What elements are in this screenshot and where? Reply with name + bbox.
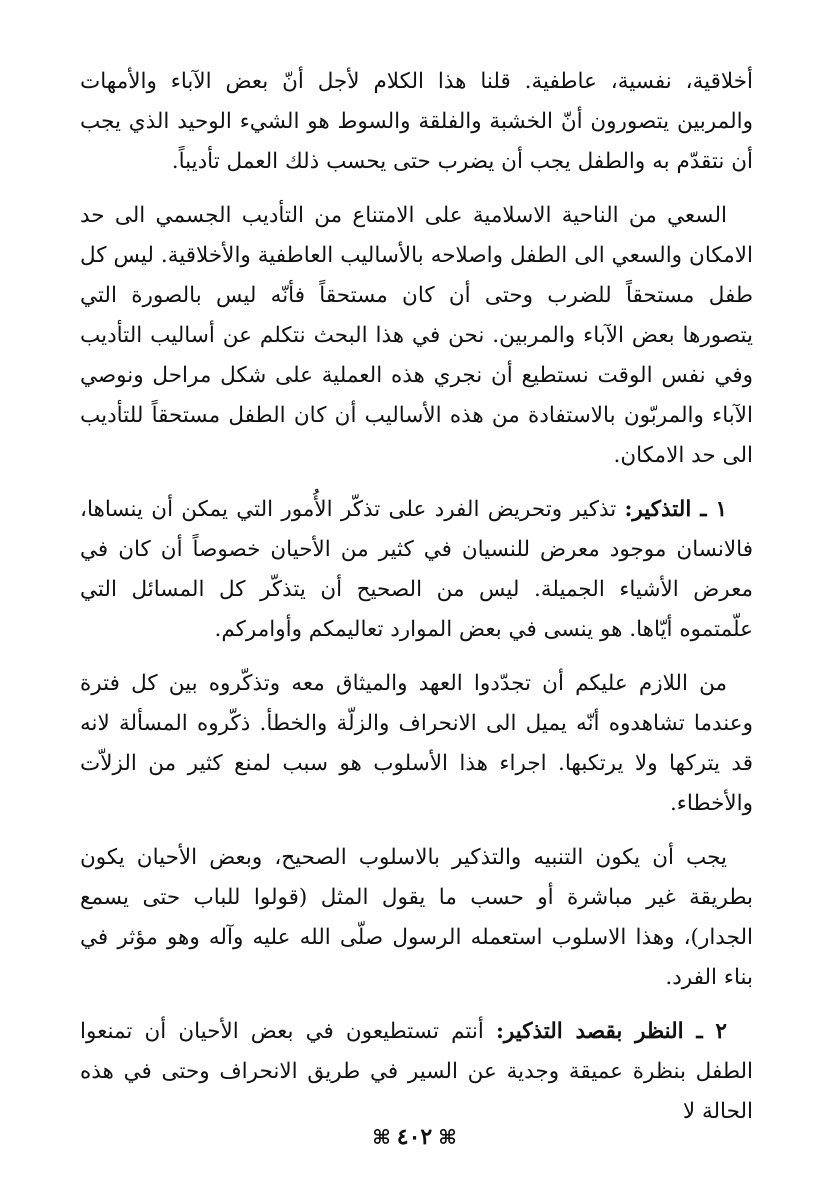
paragraph-3 bbox=[80, 490, 753, 650]
ornament-icon: ⌘ bbox=[438, 1125, 457, 1149]
page-footer bbox=[0, 1124, 829, 1150]
paragraph-4 bbox=[80, 664, 753, 824]
paragraph-5-text: يجب أن يكون التنبيه والتذكير بالاسلوب الصحيح، وبعض الأحيان يكون بطريقة غير مباشرة أو حسب ما يقول المثل (قولوا للباب حتى يسمع الجدار)، وهذا الاسلوب استعمله الرسول صلّى الله عليه وآله وهو مؤثر في بناء الفرد. bbox=[80, 845, 753, 990]
paragraph-6-text: أنتم تستطيعون في بعض الأحيان أن تمنعوا الطفل بنظرة عميقة وجدية عن السير في طريق الانحراف وحتى في هذه الحالة لا bbox=[80, 1019, 753, 1124]
paragraph-2 bbox=[80, 196, 753, 476]
paragraph-1-text: أخلاقية، نفسية، عاطفية. قلنا هذا الكلام لأجل أنّ بعض الآباء والأمهات والمربين يتصورون أنّ الخشبة والفلقة والسوط هو الشيء الوحيد الذي يجب أن نتقدّم به والطفل يجب أن يضرب حتى يحسب ذلك العمل تأديباً. bbox=[80, 69, 753, 174]
section-heading-1: ١ ـ التذكير: bbox=[624, 497, 727, 522]
page-number: ٤٠٢ bbox=[396, 1124, 433, 1150]
section-heading-2: ٢ ـ النظر بقصد التذكير: bbox=[495, 1019, 727, 1044]
paragraph-3-text: تذكير وتحريض الفرد على تذكّر الأُمور التي يمكن أن ينساها، فالانسان موجود معرض للنسيان في كثير من الأحيان خصوصاً أن كان في معرض الأشياء الجميلة. ليس من الصحيح أن يتذكّر كل المسائل التي علّمتموه أيّاها. هو ينسى في بعض الموارد تعاليمكم وأوامركم. bbox=[80, 497, 753, 642]
paragraph-5 bbox=[80, 838, 753, 998]
paragraph-2-text: السعي من الناحية الاسلامية على الامتناع من التأديب الجسمي الى حد الامكان والسعي الى الطفل واصلاحه بالأساليب العاطفية والأخلاقية. ليس كل طفل مستحقاً للضرب وحتى أن كان مستحقاً فأنّه ليس بالصورة التي يتصورها بعض الآباء والمربين. نحن في هذا البحث نتكلم عن أساليب التأديب وفي نفس الوقت نستطيع أن نجري هذه العملية على شكل مراحل ونوصي الآباء والمربّون بالاستفادة من هذه الأساليب أن كان الطفل مستحقاً للتأديب الى حد الامكان. bbox=[80, 203, 753, 468]
paragraph-1 bbox=[80, 62, 753, 182]
paragraph-4-text: من اللازم عليكم أن تجدّدوا العهد والميثاق معه وتذكّروه بين كل فترة وعندما تشاهدوه أنّه يميل الى الانحراف والزلّة والخطأ. ذكّروه المسألة لانه قد يتركها ولا يرتكبها. اجراء هذا الأسلوب هو سبب لمنع كثير من الزلاّت والأخطاء. bbox=[80, 671, 753, 816]
ornament-icon: ⌘ bbox=[372, 1125, 391, 1149]
paragraph-6 bbox=[80, 1012, 753, 1132]
